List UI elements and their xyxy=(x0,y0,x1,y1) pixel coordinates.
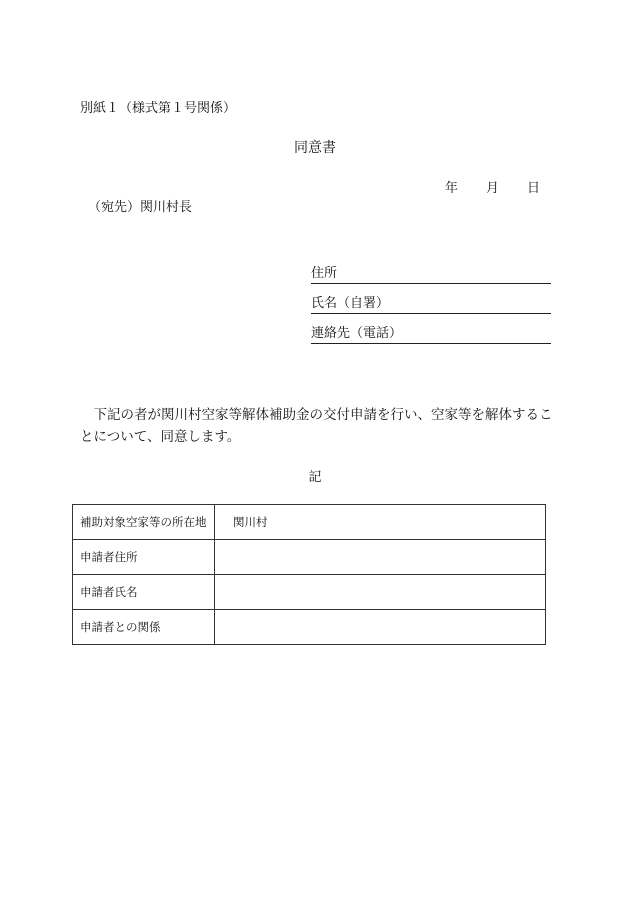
ki-heading: 記 xyxy=(308,470,322,485)
table-value-applicant-name xyxy=(215,575,546,610)
signature-contact-line xyxy=(311,326,551,344)
table-label-relationship: 申請者との関係 xyxy=(73,610,215,645)
table-label-applicant-address: 申請者住所 xyxy=(73,540,215,575)
signature-address-line xyxy=(311,266,551,284)
signature-name-line xyxy=(311,296,551,314)
signature-name-label: 氏名（自署） xyxy=(311,296,390,311)
table-row xyxy=(73,540,546,575)
addressee: （宛先）関川村長 xyxy=(88,200,193,215)
signature-address-label: 住所 xyxy=(311,266,338,281)
document-title: 同意書 xyxy=(294,140,336,156)
table-value-property-location: 関川村 xyxy=(215,505,546,540)
table-row xyxy=(73,505,546,540)
info-table xyxy=(72,504,546,645)
table-row xyxy=(73,610,546,645)
form-reference: 別紙１（様式第１号関係） xyxy=(80,101,237,116)
table-label-applicant-name: 申請者氏名 xyxy=(73,575,215,610)
signature-contact-label: 連絡先（電話） xyxy=(311,326,403,341)
table-row xyxy=(73,575,546,610)
date-month-label: 月 xyxy=(486,181,500,196)
table-value-relationship xyxy=(215,610,546,645)
table-value-applicant-address xyxy=(215,540,546,575)
date-year-label: 年 xyxy=(445,181,459,196)
date-day-label: 日 xyxy=(527,181,541,196)
table-label-property-location: 補助対象空家等の所在地 xyxy=(73,505,215,540)
consent-statement: 下記の者が関川村空家等解体補助金の交付申請を行い、空家等を解体することについて、同意します。 xyxy=(80,407,553,445)
